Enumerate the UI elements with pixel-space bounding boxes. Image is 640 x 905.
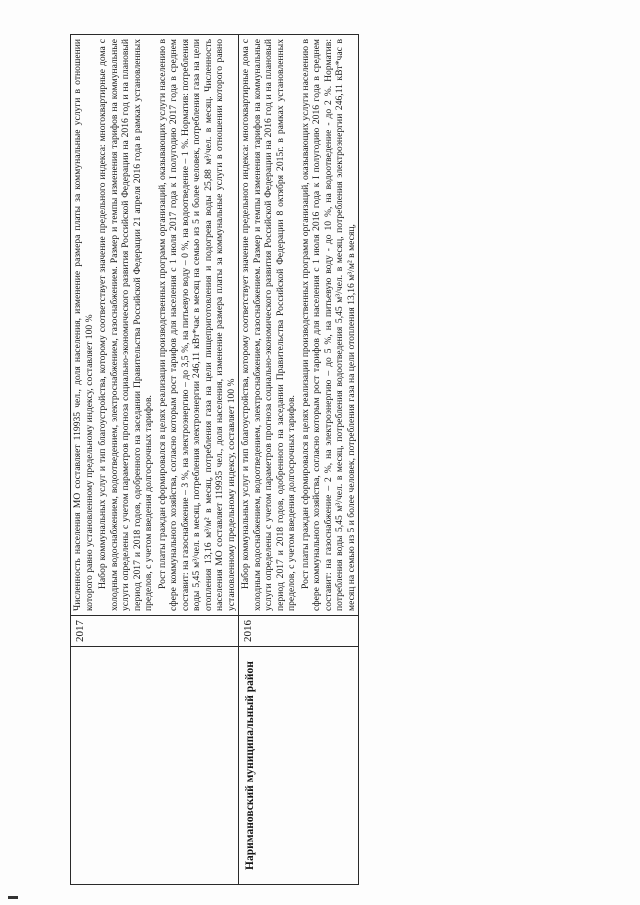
region-cell <box>71 647 239 885</box>
paragraph: Численность населения МО составляет 119935 чел., доля населения, изменение размера платы за коммунальные услуги в отношении которого равно установленному предельному индексу, составляет 100 % <box>72 39 95 611</box>
scan-mark <box>8 896 18 899</box>
year-cell <box>71 616 239 647</box>
description-cell <box>239 35 359 616</box>
paragraph: Рост платы граждан сформировался в целях реализации производственных программ организаций, оказывающих услуги населению в сфере коммунального хозяйства, согласно которым рост тарифов для населения с 1 июля 2017 года к I полугодию 2017 года в среднем составит: на газоснабжение – 3 %, на электроэнергию – до 3,5 %, на питьевую воду – 0 %, на водоотведение – 1 %. Норматив: потребления воды 5,45 м³/чел. в месяц, потребления электроэнергии 246,11 кВт*час в месяц на семью из 5 и более человек, потребления газа на цели отопления 13,16 м³/м² в месяц, потребления газа на цели пищеприготовления и подогрева воды 25,88 м³/чел. в месяц. Численность населения МО составляет 119935 чел., доля населения, изменение размера платы за коммунальные услуги в отношении которого равно установленному предельному индексу, составляет 100 % <box>156 39 237 611</box>
year-value: 2017 <box>74 620 86 642</box>
table-row <box>239 35 359 885</box>
paragraph: Набор коммунальных услуг и тип благоустройства, которому соответствует значение предельного индекса: многоквартирные дома с холодным водоснабжением, водоотведением, электроснабжением, газоснабжением. Размер и темпы изменения тарифов на коммунальные услуги определены с учетом параметров прогноза социально-экономического развития Российской Федерации на 2016 год и на плановый период 2017 и 2018 годов, одобренного на заседании Правительства Российской Федерации 21 апреля 2016 года в рамках установленных пределов, с учетом введения долгосрочных тарифов. <box>97 39 154 611</box>
paragraph: Набор коммунальных услуг и тип благоустройства, которому соответствует значение предельного индекса: многоквартирные дома с холодным водоснабжением, водоотведением, электроснабжением, газоснабжением. Размер и темпы изменения тарифов на коммунальные услуги определены с учетом параметров прогноза социально-экономического развития Российской Федерации на 2016 год и на плановый период 2017 и 2018 годов, одобренного на заседании Правительства Российской Федерации 8 октября 2015г. в рамках установленных пределов, с учетом введения долгосрочных тарифов. <box>240 39 297 611</box>
year-cell <box>239 616 359 647</box>
region-name <box>71 647 75 884</box>
tariff-table <box>70 34 359 885</box>
paragraph: Рост платы граждан сформировался в целях реализации производственных программ организаций, оказывающих услуги населению в сфере коммунального хозяйства, согласно которым рост тарифов для населения с 1 июля 2016 года к I полугодию 2016 года в среднем составит: на газоснабжение – 2 %, на электроэнергию – до 5 %, на питьевую воду - до 10 %, на водоотведение - до 2 %. Норматив: потребления воды 5,45 м³/чел. в месяц, потребления водоотведения 5,45 м³/чел. в месяц, потребления электроэнергии 246,11 кВт*час в месяц на семью из 5 и более человек, потребления газа на цели отопления 13,16 м³/м² в месяц, <box>299 39 357 611</box>
year-value: 2016 <box>242 620 254 642</box>
region-name: Наримановский муниципальный район <box>244 661 256 870</box>
description-text <box>239 35 358 615</box>
description-text <box>71 35 238 615</box>
region-cell <box>239 647 359 885</box>
description-cell <box>71 35 239 616</box>
table-row <box>71 35 239 885</box>
